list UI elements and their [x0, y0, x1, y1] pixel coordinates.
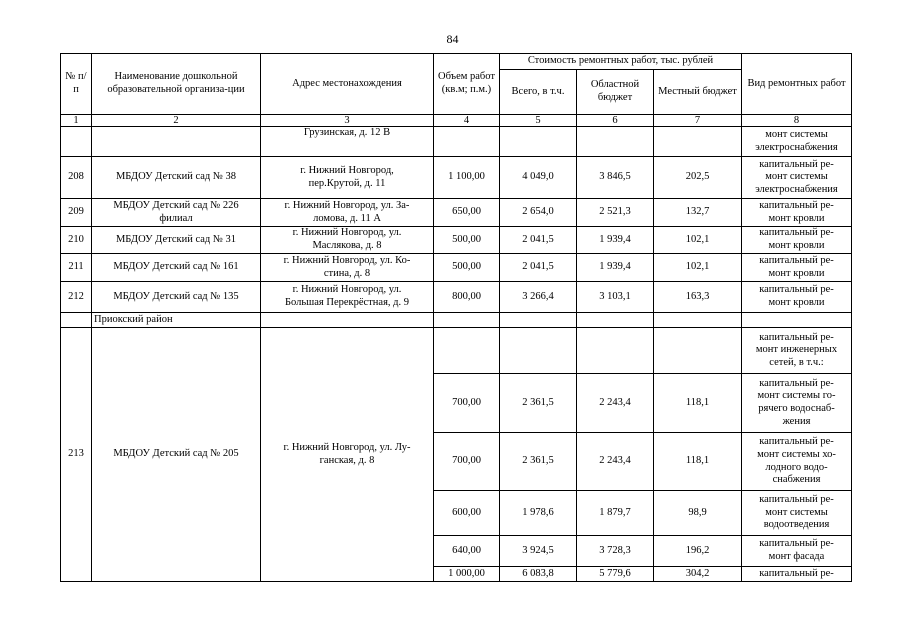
cell-local: 102,1	[654, 254, 742, 282]
cell-work: капитальный ре- монт системы хо- лодного водо- снабжения	[742, 433, 852, 491]
cell-local: 132,7	[654, 199, 742, 227]
cell-name: МБДОУ Детский сад № 205	[92, 328, 261, 582]
header-row	[61, 54, 852, 70]
cell-local	[654, 313, 742, 328]
cell-num: 208	[61, 157, 92, 199]
cell-num: 209	[61, 199, 92, 227]
table-row	[61, 199, 852, 227]
cell-volume	[434, 328, 500, 374]
cell-regional: 2 243,4	[577, 374, 654, 433]
column-number: 7	[654, 115, 742, 127]
cell-total: 1 978,6	[500, 491, 577, 536]
cell-local: 163,3	[654, 282, 742, 313]
cell-total: 2 654,0	[500, 199, 577, 227]
cell-address: г. Нижний Новгород, ул. Ко- стина, д. 8	[261, 254, 434, 282]
cell-work: капитальный ре- монт кровли	[742, 254, 852, 282]
cell-regional	[577, 127, 654, 157]
column-number: 8	[742, 115, 852, 127]
cell-regional: 2 243,4	[577, 433, 654, 491]
cell-name: МБДОУ Детский сад № 38	[92, 157, 261, 199]
header-cost-group: Стоимость ремонтных работ, тыс. рублей	[500, 54, 742, 70]
cell-num: 213	[61, 328, 92, 582]
header-num: № п/п	[61, 54, 92, 115]
district-row	[61, 313, 852, 328]
cell-total: 4 049,0	[500, 157, 577, 199]
cell-regional: 3 846,5	[577, 157, 654, 199]
cell-name: МБДОУ Детский сад № 135	[92, 282, 261, 313]
cell-total: 3 266,4	[500, 282, 577, 313]
cell-name: МБДОУ Детский сад № 161	[92, 254, 261, 282]
cell-work: капитальный ре- монт системы водоотведения	[742, 491, 852, 536]
cell-address: г. Нижний Новгород, ул. Маслякова, д. 8	[261, 227, 434, 254]
table-row	[61, 328, 852, 374]
cell-volume	[434, 127, 500, 157]
cell-local: 102,1	[654, 227, 742, 254]
cell-total	[500, 127, 577, 157]
column-number: 2	[92, 115, 261, 127]
cell-work: капитальный ре- монт системы го- рячего водоснаб- жения	[742, 374, 852, 433]
cell-total	[500, 313, 577, 328]
header-local: Местный бюджет	[654, 70, 742, 115]
cell-local: 98,9	[654, 491, 742, 536]
cell-name: МБДОУ Детский сад № 226 филиал	[92, 199, 261, 227]
district-label: Приокский район	[92, 313, 261, 328]
cell-volume: 1 100,00	[434, 157, 500, 199]
cell-local: 118,1	[654, 374, 742, 433]
cell-local: 304,2	[654, 567, 742, 582]
cell-regional: 1 939,4	[577, 227, 654, 254]
cell-address: Грузинская, д. 12 В	[261, 127, 434, 157]
cell-volume: 500,00	[434, 227, 500, 254]
cell-address: г. Нижний Новгород, ул. За- ломова, д. 11 А	[261, 199, 434, 227]
cell-total: 2 041,5	[500, 254, 577, 282]
cell-work: капитальный ре- монт системы электроснабжения	[742, 157, 852, 199]
column-number: 4	[434, 115, 500, 127]
cell-name: МБДОУ Детский сад № 31	[92, 227, 261, 254]
cell-volume: 640,00	[434, 536, 500, 567]
cell-volume: 800,00	[434, 282, 500, 313]
cell-total: 3 924,5	[500, 536, 577, 567]
cell-num: 210	[61, 227, 92, 254]
cell-total: 2 361,5	[500, 374, 577, 433]
cell-num: 211	[61, 254, 92, 282]
header-total: Всего, в т.ч.	[500, 70, 577, 115]
cell-regional	[577, 313, 654, 328]
cell-num: 212	[61, 282, 92, 313]
table-row	[61, 157, 852, 199]
cell-volume	[434, 313, 500, 328]
header-name: Наименование дошкольной образовательной организа-ции	[92, 54, 261, 115]
repair-works-table	[60, 53, 852, 582]
cell-regional: 1 939,4	[577, 254, 654, 282]
cell-local	[654, 328, 742, 374]
table-row	[61, 227, 852, 254]
column-number: 5	[500, 115, 577, 127]
cell-work: капитальный ре- монт фасада	[742, 536, 852, 567]
cell-work: капитальный ре-	[742, 567, 852, 582]
cell-regional: 5 779,6	[577, 567, 654, 582]
cell-volume: 1 000,00	[434, 567, 500, 582]
cell-local: 202,5	[654, 157, 742, 199]
cell-local: 118,1	[654, 433, 742, 491]
header-work-type: Вид ремонтных работ	[742, 54, 852, 115]
cell-work: капитальный ре- монт инженерных сетей, в т.ч.:	[742, 328, 852, 374]
column-number: 3	[261, 115, 434, 127]
cell-num	[61, 127, 92, 157]
column-number: 1	[61, 115, 92, 127]
cell-name	[92, 127, 261, 157]
cell-address: г. Нижний Новгород, ул. Большая Перекрёстная, д. 9	[261, 282, 434, 313]
cell-work	[742, 313, 852, 328]
cell-address: г. Нижний Новгород, пер.Крутой, д. 11	[261, 157, 434, 199]
cell-num	[61, 313, 92, 328]
table-row	[61, 282, 852, 313]
cell-regional: 2 521,3	[577, 199, 654, 227]
cell-total: 2 041,5	[500, 227, 577, 254]
cell-regional: 3 728,3	[577, 536, 654, 567]
cell-address	[261, 313, 434, 328]
cell-local: 196,2	[654, 536, 742, 567]
cell-total	[500, 328, 577, 374]
cell-work: монт системы электроснабжения	[742, 127, 852, 157]
column-number: 6	[577, 115, 654, 127]
cell-address: г. Нижний Новгород, ул. Лу- ганская, д. 8	[261, 328, 434, 582]
cell-volume: 600,00	[434, 491, 500, 536]
cell-regional: 1 879,7	[577, 491, 654, 536]
cell-total: 6 083,8	[500, 567, 577, 582]
cell-regional	[577, 328, 654, 374]
cell-volume: 500,00	[434, 254, 500, 282]
cell-work: капитальный ре- монт кровли	[742, 282, 852, 313]
cell-local	[654, 127, 742, 157]
table-row	[61, 254, 852, 282]
header-volume: Объем работ (кв.м; п.м.)	[434, 54, 500, 115]
cell-work: капитальный ре- монт кровли	[742, 199, 852, 227]
cell-total: 2 361,5	[500, 433, 577, 491]
header-address: Адрес местонахождения	[261, 54, 434, 115]
cell-volume: 650,00	[434, 199, 500, 227]
continuation-row	[61, 127, 852, 157]
cell-work: капитальный ре- монт кровли	[742, 227, 852, 254]
header-regional: Областной бюджет	[577, 70, 654, 115]
column-numbers-row	[61, 115, 852, 127]
cell-regional: 3 103,1	[577, 282, 654, 313]
cell-volume: 700,00	[434, 374, 500, 433]
page-number: 84	[446, 32, 459, 46]
cell-volume: 700,00	[434, 433, 500, 491]
